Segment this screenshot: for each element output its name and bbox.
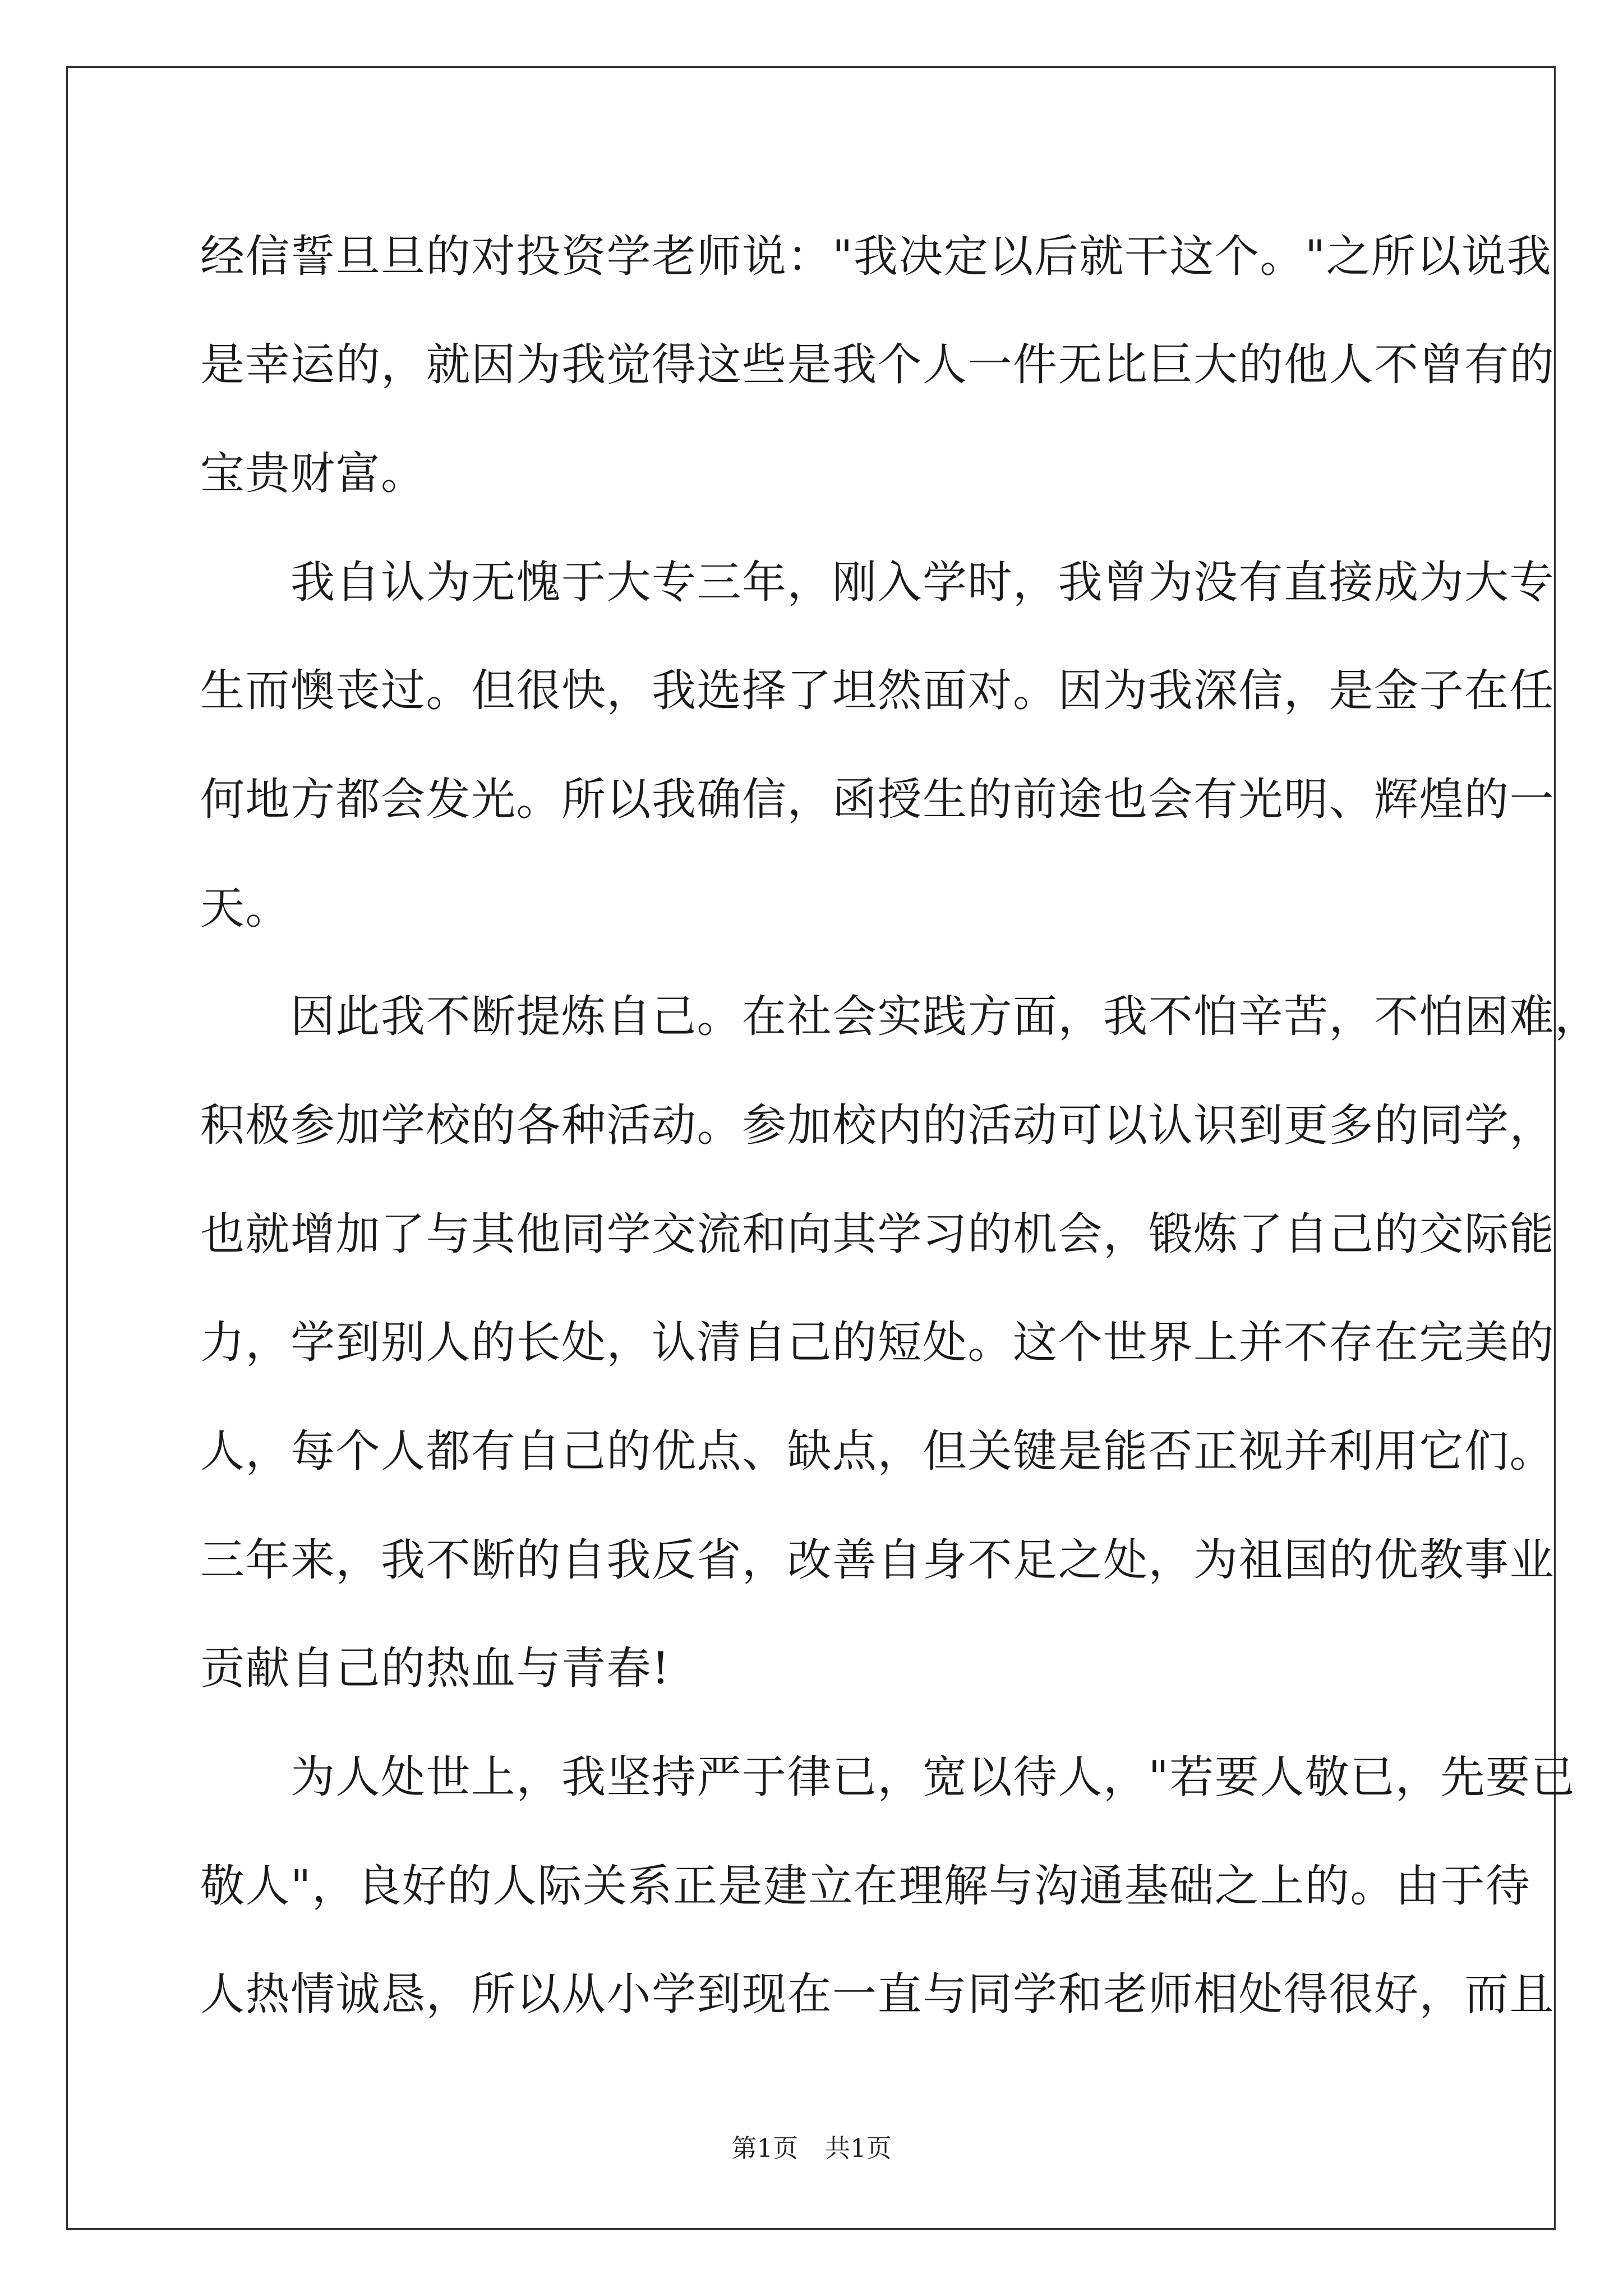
text-line: 为人处世上，我坚持严于律已，宽以待人，"若要人敬已，先要已 — [200, 1751, 1576, 1803]
text-line: 敬人"，良好的人际关系正是建立在理解与沟通基础之上的。由于待 — [200, 1860, 1531, 1912]
text-line: 生而懊丧过。但很快，我选择了坦然面对。因为我深信，是金子在任 — [200, 665, 1555, 716]
text-line: 人，每个人都有自己的优点、缺点，但关键是能否正视并利用它们。 — [200, 1425, 1555, 1477]
text-line: 宝贵财富。 — [200, 448, 426, 499]
text-line: 因此我不断提炼自己。在社会实践方面，我不怕辛苦，不怕困难， — [200, 991, 1600, 1042]
text-line: 人热情诚恳，所以从小学到现在一直与同学和老师相处得很好，而且 — [200, 1968, 1555, 2020]
page-number: 第1页 — [731, 2133, 798, 2163]
text-line: 积极参加学校的各种活动。参加校内的活动可以认识到更多的同学， — [200, 1099, 1555, 1151]
text-line: 何地方都会发光。所以我确信，函授生的前途也会有光明、辉煌的一 — [200, 774, 1555, 825]
text-line: 经信誓旦旦的对投资学老师说："我决定以后就干这个。"之所以说我 — [200, 231, 1552, 282]
text-line: 三年来，我不断的自我反省，改善自身不足之处，为祖国的优教事业 — [200, 1534, 1555, 1586]
text-line: 贡献自己的热血与青春! — [200, 1642, 671, 1694]
page-total: 共1页 — [825, 2133, 892, 2163]
text-line: 也就增加了与其他同学交流和向其学习的机会，锻炼了自己的交际能 — [200, 1208, 1555, 1260]
text-line: 是幸运的，就因为我觉得这些是我个人一件无比巨大的他人不曾有的 — [200, 339, 1555, 390]
page-footer — [0, 2132, 1623, 2165]
text-line: 我自认为无愧于大专三年，刚入学时，我曾为没有直接成为大专 — [200, 556, 1555, 608]
text-line: 天。 — [200, 882, 291, 934]
text-line: 力，学到别人的长处，认清自己的短处。这个世界上并不存在完美的 — [200, 1317, 1555, 1368]
